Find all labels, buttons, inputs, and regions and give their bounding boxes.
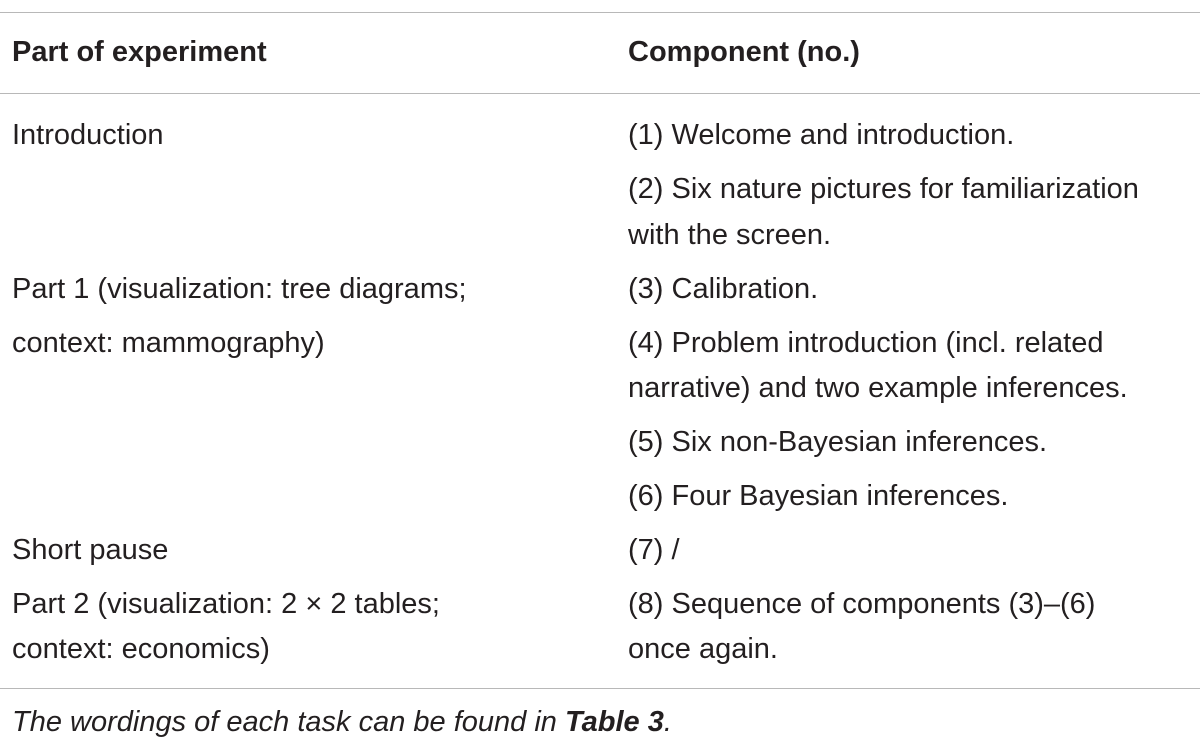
table-row-component: once again. xyxy=(628,633,778,665)
table-row-component: (8) Sequence of components (3)–(6) xyxy=(628,588,1096,620)
table-row-component: (5) Six non-Bayesian inferences. xyxy=(628,426,1048,458)
table-row-part: context: economics) xyxy=(12,633,270,665)
table-row-part: context: mammography) xyxy=(12,327,325,359)
header-part-of-experiment: Part of experiment xyxy=(12,36,267,68)
table-row-part: Short pause xyxy=(12,534,169,566)
table-row-component: narrative) and two example inferences. xyxy=(628,372,1128,404)
table-row-component: (2) Six nature pictures for familiarization xyxy=(628,173,1139,205)
footnote-table-reference[interactable]: Table 3 xyxy=(564,706,664,738)
table-row-part: Part 2 (visualization: 2 × 2 tables; xyxy=(12,588,440,620)
table-row-component: (3) Calibration. xyxy=(628,273,819,305)
table-footnote xyxy=(12,697,672,747)
table-header-rule xyxy=(0,93,1200,94)
header-component: Component (no.) xyxy=(628,36,860,68)
table-row-component: (1) Welcome and introduction. xyxy=(628,119,1015,151)
table-top-rule xyxy=(0,12,1200,13)
table-row-component: (7) / xyxy=(628,534,680,566)
table-row-component: (6) Four Bayesian inferences. xyxy=(628,480,1009,512)
table-row-part: Part 1 (visualization: tree diagrams; xyxy=(12,273,467,305)
table-row-component: with the screen. xyxy=(628,219,832,251)
footnote-period: . xyxy=(663,706,672,738)
table-row-part: Introduction xyxy=(12,119,164,151)
footnote-text: The wordings of each task can be found in xyxy=(12,706,565,738)
table-bottom-rule xyxy=(0,688,1200,689)
table-row-component: (4) Problem introduction (incl. related xyxy=(628,327,1104,359)
